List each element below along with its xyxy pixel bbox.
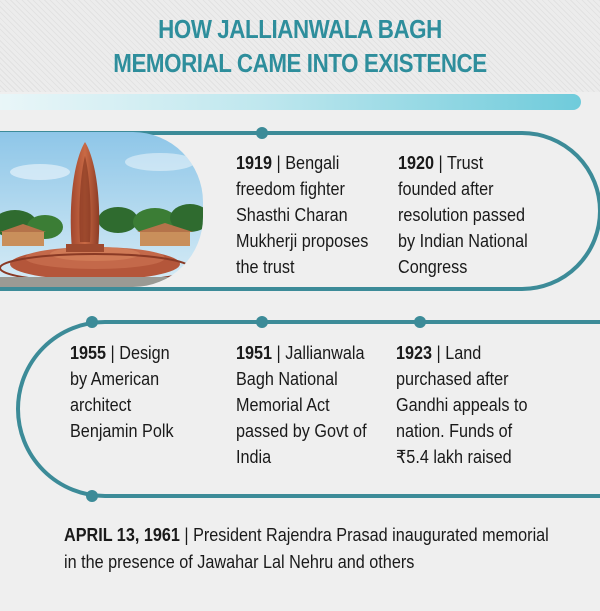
timeline-entry-1923	[396, 340, 527, 470]
timeline-entry-1961	[64, 522, 550, 576]
entry-text: | Design by American architect Benjamin Polk	[70, 343, 174, 441]
timeline-entry-1920	[398, 150, 528, 280]
title-line-2: MEMORIAL CAME INTO EXISTENCE	[113, 48, 487, 78]
timeline-dot-1920	[414, 316, 426, 328]
final-text: | President Rajendra Prasad inaugurated memorial in the presence of Jawahar Lal Nehru and others	[64, 525, 549, 572]
entry-text: | Bengali freedom fighter Shasthi Charan Mukherji proposes the trust	[236, 153, 369, 277]
entry-year: 1955	[70, 343, 107, 363]
title-line-1: HOW JALLIANWALA BAGH	[158, 14, 442, 44]
entry-text: | Land purchased after Gandhi appeals to nation. Funds of ₹5.4 lakh raised	[396, 343, 528, 467]
timeline-entry-1951	[236, 340, 367, 470]
timeline-dot-top	[256, 127, 268, 139]
timeline-entry-1919	[236, 150, 368, 280]
entry-year: 1919	[236, 153, 273, 173]
entry-text: | Trust founded after resolution passed by Indian National Congress	[398, 153, 528, 277]
entry-text: | Jallianwala Bagh National Memorial Act passed by Govt of India	[236, 343, 367, 467]
entry-year: 1951	[236, 343, 273, 363]
timeline-dot-1919	[256, 316, 268, 328]
final-date: APRIL 13, 1961	[64, 525, 180, 545]
entry-year: 1920	[398, 153, 435, 173]
timeline-dot-1955	[86, 316, 98, 328]
entry-year: 1923	[396, 343, 433, 363]
timeline-entry-1955	[70, 340, 174, 444]
timeline-dot-1961	[86, 490, 98, 502]
memorial-photo	[0, 132, 203, 287]
